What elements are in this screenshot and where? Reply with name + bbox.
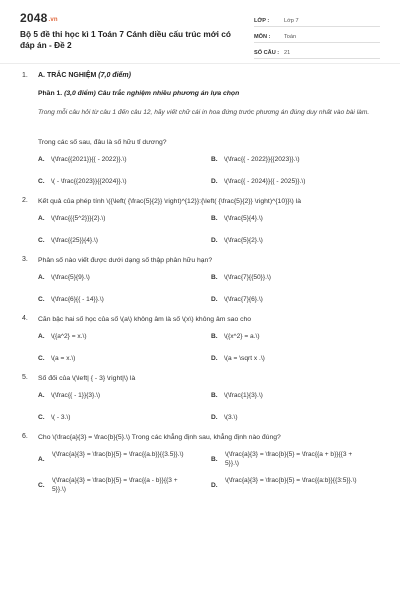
option-text: \({x^2} = a.\) (224, 333, 260, 340)
option-label: D. (211, 296, 218, 303)
site-logo[interactable] (20, 11, 58, 25)
question-text: Cho \(\frac{a}{3} = \frac{b}{5}.\) Trong các khẳng định sau, khẳng định nào đúng? (38, 434, 281, 441)
option-a[interactable] (38, 273, 90, 282)
option-d[interactable] (211, 413, 238, 422)
option-text: \(\frac{a}{3} = \frac{b}{5} = \frac{{a:b}}{{3:5}}.\) (225, 477, 357, 484)
question-text: Phân số nào viết được dưới dạng số thập phân hữu hạn? (38, 257, 213, 264)
question-item (0, 315, 400, 332)
option-label: D. (211, 237, 218, 244)
options-grid (38, 332, 378, 374)
option-label: A. (38, 333, 45, 340)
option-label: C. (38, 482, 45, 489)
option-label: C. (38, 237, 45, 244)
section-points: (7,0 điểm) (98, 72, 131, 79)
section-title (38, 72, 131, 79)
option-b[interactable] (211, 391, 263, 400)
option-c[interactable] (38, 177, 127, 186)
option-text: \(\frac{7}{6}.\) (224, 296, 263, 303)
option-label: B. (211, 274, 218, 281)
option-label: C. (38, 296, 45, 303)
page-header (0, 0, 400, 64)
option-label: B. (211, 215, 218, 222)
options-grid (38, 391, 378, 433)
option-text: \(\frac{1}{3}.\) (224, 392, 263, 399)
option-text: \(3.\) (224, 414, 238, 421)
meta-row-count (254, 46, 380, 59)
logo-text: 2048 (20, 11, 48, 25)
option-label: A. (38, 156, 45, 163)
option-label: A. (38, 215, 45, 222)
question-item (0, 197, 400, 214)
part-heading (38, 90, 400, 108)
option-c[interactable] (38, 236, 98, 245)
document-title: Bộ 5 đề thi học kì 1 Toán 7 Cánh diều cấu trúc mới có đáp án - Đề 2 (20, 29, 231, 50)
option-b[interactable] (211, 332, 260, 341)
instruction-text: Trong mỗi câu hỏi từ câu 1 đến câu 12, hãy viết chữ cái in hoa đứng trước phương án đúng duy nhất vào bài làm. (38, 109, 370, 116)
meta-value: Lớp 7 (284, 18, 299, 24)
part-label: Phần 1. (38, 90, 63, 97)
options-grid (38, 155, 378, 197)
part-points: (3,0 điểm) (64, 90, 96, 97)
option-text: \(a = \sqrt x .\) (224, 355, 265, 362)
question-text: Căn bậc hai số học của số \(a\) không âm là số \(x\) không âm sao cho (38, 316, 252, 323)
option-label: A. (38, 274, 45, 281)
meta-key: MÔN : (254, 34, 271, 40)
option-text: \(a = x.\) (51, 355, 76, 362)
option-b[interactable] (211, 450, 365, 468)
options-grid (38, 214, 378, 256)
option-label: A. (38, 456, 45, 463)
option-text: \(\frac{{ - 1}}{3}.\) (51, 392, 101, 399)
option-text: \(\frac{{ - 2024}}{{ - 2025}}.\) (224, 178, 306, 185)
question-text: Kết quả của phép tính \({\left( {\frac{5}{2}} \right)^{12}}:{\left( {\frac{5}{2}} \right)^{10}}\) là (38, 198, 301, 205)
option-text: \(\frac{7}{{50}}.\) (224, 274, 271, 281)
option-text: \(\frac{5}{2}.\) (224, 237, 263, 244)
option-text: \(\frac{{2021}}{{ - 2022}}.\) (51, 156, 127, 163)
question-number: 1. (22, 72, 28, 79)
option-a[interactable] (38, 450, 192, 463)
question-number: 4. (22, 315, 28, 322)
meta-value: 21 (284, 50, 291, 56)
question-item (0, 374, 400, 391)
part-description: Câu trắc nghiệm nhiều phương án lựa chọn (97, 90, 240, 97)
option-c[interactable] (38, 354, 75, 363)
option-c[interactable] (38, 413, 70, 422)
option-a[interactable] (38, 391, 100, 400)
option-text: \(\frac{a}{3} = \frac{b}{5} = \frac{{a - b}}{{3 + 5}}.\) (52, 477, 178, 493)
option-text: \(\frac{a}{3} = \frac{b}{5} = \frac{{a + b}}{{3 + 5}}.\) (225, 451, 353, 467)
option-text: \(\frac{a}{3} = \frac{b}{5} = \frac{{a.b}}{{3.5}}.\) (52, 451, 184, 458)
meta-key: SỐ CÂU : (254, 50, 280, 56)
option-d[interactable] (211, 295, 263, 304)
option-label: D. (211, 482, 218, 489)
meta-row-subject (254, 30, 380, 43)
question-text: Số đối của \(\left| { - 3} \right|\) là (38, 375, 136, 382)
options-grid (38, 273, 378, 315)
meta-value: Toán (284, 34, 297, 40)
option-label: D. (211, 355, 218, 362)
question-item (0, 256, 400, 273)
option-label: B. (211, 156, 218, 163)
option-label: C. (38, 414, 45, 421)
option-c[interactable] (38, 476, 192, 494)
section-title-text: A. TRẮC NGHIỆM (38, 72, 97, 79)
option-text: \(\frac{5}{4}.\) (224, 215, 263, 222)
option-text: \({a^2} = x.\) (51, 333, 87, 340)
question-item (0, 433, 400, 450)
options-grid (38, 450, 378, 500)
meta-table (254, 14, 380, 62)
question-list (0, 72, 400, 500)
option-text: \(\frac{{25}}{4}.\) (51, 237, 98, 244)
question-number: 3. (22, 256, 28, 263)
option-d[interactable] (211, 177, 305, 186)
option-text: \(\frac{{ - 2022}}{{2023}}.\) (224, 156, 300, 163)
meta-row-class (254, 14, 380, 27)
option-d[interactable] (211, 236, 263, 245)
option-label: B. (211, 392, 218, 399)
option-label: C. (38, 355, 45, 362)
option-label: B. (211, 333, 218, 340)
section-heading (22, 72, 400, 90)
option-c[interactable] (38, 295, 104, 304)
option-text: \(\frac{5}{9}.\) (51, 274, 90, 281)
option-label: D. (211, 178, 218, 185)
option-text: \( - 3.\) (51, 414, 71, 421)
option-b[interactable] (211, 214, 263, 223)
meta-key: LỚP : (254, 18, 270, 24)
option-label: A. (38, 392, 45, 399)
question-number: 6. (22, 433, 28, 440)
option-d[interactable] (211, 476, 365, 489)
option-a[interactable] (38, 214, 105, 223)
option-b[interactable] (211, 273, 271, 282)
option-text: \(\frac{{{5^2}}}{2}.\) (51, 215, 106, 222)
question-number: 5. (22, 374, 28, 381)
option-b[interactable] (211, 155, 300, 164)
logo-suffix: .vn (48, 17, 58, 23)
option-a[interactable] (38, 155, 127, 164)
question-text: Trong các số sau, đâu là số hữu tỉ dương? (38, 139, 167, 146)
option-text: \(\frac{6}{{ - 14}}.\) (51, 296, 104, 303)
option-a[interactable] (38, 332, 87, 341)
option-text: \( - \frac{{2023}}{{2024}}.\) (51, 178, 127, 185)
option-label: C. (38, 178, 45, 185)
question-number: 2. (22, 197, 28, 204)
option-label: D. (211, 414, 218, 421)
option-label: B. (211, 456, 218, 463)
option-d[interactable] (211, 354, 265, 363)
